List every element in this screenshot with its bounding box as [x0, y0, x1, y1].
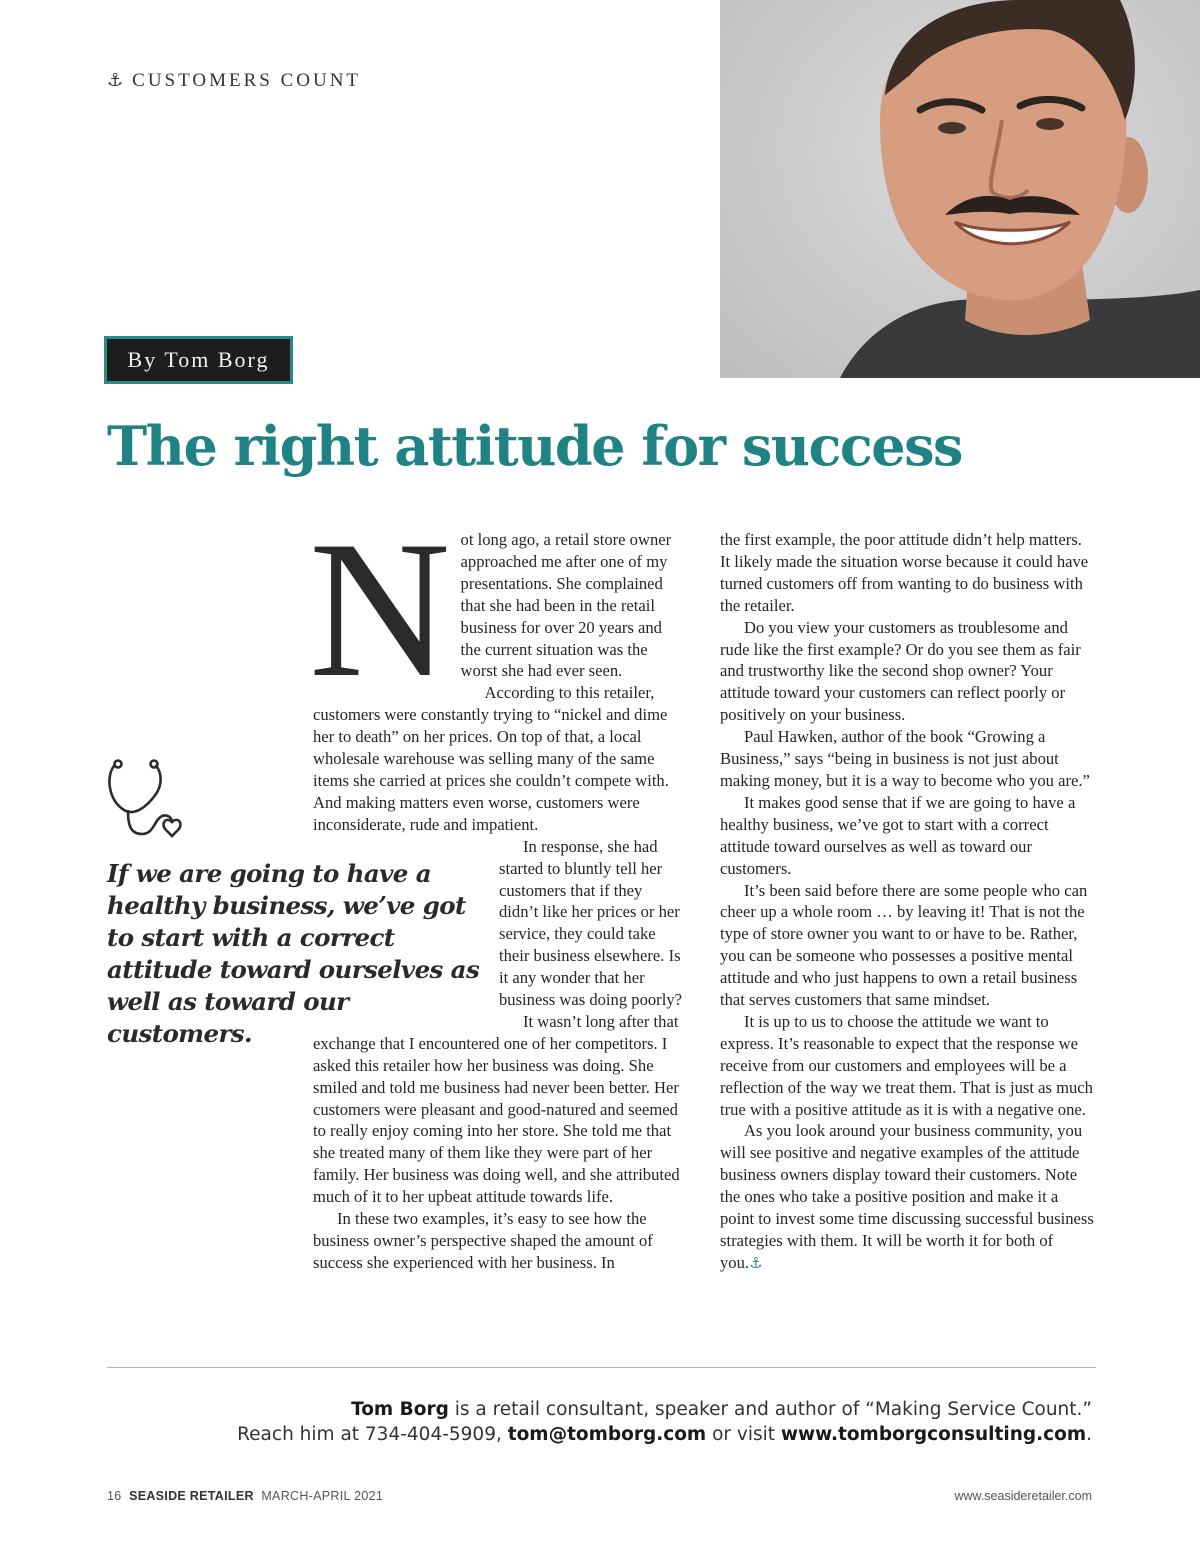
section-label	[107, 70, 361, 92]
paragraph-text: According to this retailer, customers were constantly trying to “nickel and dime her to death” on her prices. On top of that, a local wholesale warehouse was selling many of the same items she carried at prices she couldn’t compete with. And making matters even worse, customers were inconsiderate, rude and impatient.	[313, 683, 669, 834]
drop-cap: N	[309, 501, 451, 718]
stethoscope-heart-icon	[104, 758, 188, 840]
paragraph: It’s been said before there are some people who can cheer up a whole room … by leaving it! That is not the type of store owner you want to or have to be. Rather, you can be someone who possesses a positive mental attitude and who just happens to own a retail business that serves customers that same mindset.	[720, 880, 1088, 1010]
divider	[107, 1367, 1096, 1368]
bio-name: Tom Borg	[351, 1399, 449, 1420]
bio-text: or visit	[706, 1424, 781, 1445]
paragraph: In these two examples, it’s easy to see how the business owner’s perspective shaped the amount of success she experienced with her business. In	[313, 1209, 653, 1272]
paragraph: It is up to us to choose the attitude we want to express. It’s reasonable to expect that the response we receive from our customers and employees will be a reflection of the way we treat them. That is just as much true with a positive attitude as it is with a negative one.	[720, 1011, 1093, 1119]
footer-left	[107, 1489, 383, 1503]
byline: By Tom Borg	[127, 347, 270, 372]
paragraph	[313, 682, 685, 835]
bio-email[interactable]: tom@tomborg.com	[507, 1424, 707, 1445]
article-column-1	[309, 501, 685, 1274]
paragraph	[720, 1120, 1096, 1274]
footer-url[interactable]: www.seasideretailer.com	[954, 1489, 1092, 1503]
paragraph: In response, she had started to bluntly tell her customers that if they didn’t like her prices or her service, they could take their business elsewhere. Is it any wonder that her business was doing poorly?	[499, 836, 682, 1010]
bio-website[interactable]: www.tomborgconsulting.com	[780, 1424, 1087, 1445]
paragraph: It wasn’t long after that exchange that I encountered one of her competitors. I asked this retailer how her business was doing. She smiled and told me business had never been better. Her customers were pleasant and good-natured and seemed to really enjoy coming into her store. She told me that she treated many of them like they were part of her family. Her business was doing well, and she attributed much of it to her upbeat attitude towards life.	[313, 1011, 680, 1207]
bio-line-2	[192, 1422, 1092, 1447]
section-label-text: CUSTOMERS COUNT	[132, 70, 362, 91]
paragraph: the first example, the poor attitude didn’t help matters. It likely made the situation worse because it could have turned customers off from wanting to do business with the retailer.	[720, 530, 1089, 615]
pull-quote-spacer	[313, 836, 499, 1012]
bio-text: is a retail consultant, speaker and author of “Making Service Count.”	[448, 1399, 1092, 1420]
author-portrait-illustration	[720, 0, 1200, 378]
paragraph: Paul Hawken, author of the book “Growing a Business,” says “being in business is not just about making money, but it is a way to become who you are.”	[720, 727, 1090, 790]
author-bio	[192, 1397, 1092, 1447]
paragraph: Do you view your customers as troublesome and rude like the first example? Or do you see them as fair and trustworthy like the second shop owner? Your attitude toward your customers can reflect poorly or positively on your business.	[720, 617, 1081, 725]
author-photo	[720, 0, 1200, 378]
bio-text: .	[1086, 1424, 1092, 1445]
page-number: 16	[107, 1489, 122, 1503]
byline-box	[104, 336, 293, 384]
paragraph: It makes good sense that if we are going to have a healthy business, we’ve got to start with a correct attitude toward ourselves as well as toward our customers.	[720, 792, 1076, 878]
issue-date: MARCH-APRIL 2021	[261, 1489, 384, 1503]
article-column-2	[720, 529, 1096, 1275]
bio-line-1	[192, 1397, 1092, 1422]
pull-quote: If we are going to have a healthy business, we’ve got to start with a correct attitude toward ourselves as well as toward our customers.	[107, 859, 480, 1048]
paragraph-text: As you look around your business community, you will see positive and negative examples of the attitude business owners display toward their customers. Note the ones who take a positive position and make it a point to invest some time discussing successful business strategies with them. It will be worth it for both of you.	[720, 1121, 1094, 1272]
magazine-name: SEASIDE RETAILER	[129, 1489, 254, 1503]
headline: The right attitude for success	[107, 414, 962, 478]
paragraph: ot long ago, a retail store owner approached me after one of my presentations. She complained that she had been in the retail business for over 20 years and the current situation was the worst she had ever seen.	[460, 530, 672, 681]
anchor-icon: ⚓	[107, 70, 127, 91]
anchor-icon: ⚓	[749, 1253, 763, 1272]
bio-phone-text: Reach him at 734-404-5909,	[237, 1424, 508, 1445]
